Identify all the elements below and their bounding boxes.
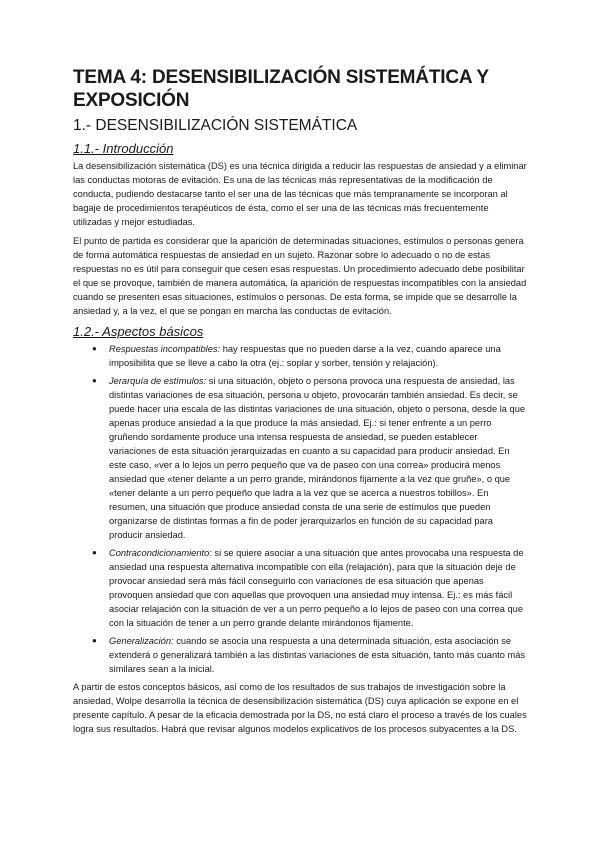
list-item — [92, 342, 527, 370]
subsection-heading-aspectos: 1.2.- Aspectos básicos — [73, 324, 204, 339]
bullet-icon: ● — [92, 548, 97, 557]
list-item — [92, 374, 527, 542]
concepts-list — [73, 342, 527, 676]
list-item-term: Contracondicionamiento: — [109, 548, 212, 558]
subsection-heading-introduccion: 1.1.- Introducción — [73, 141, 174, 156]
paragraph-closing: A partir de estos conceptos básicos, así como de los resultados de sus trabajos de investigación sobre la ansiedad, Wolpe desarrolla la técnica de desensibilización sistemática (DS) cuya aplicación se expone en el presente capítulo. A pesar de la eficacia demostrada por la DS, no está claro el proceso a través de los cuales logra sus resultados. Habrá que revisar algunos modelos explicativos de los procesos subyacentes a la DS. — [73, 682, 527, 734]
paragraph-intro-2: El punto de partida es considerar que la aparición de determinadas situaciones, estímulos o personas genera de forma automática respuestas de ansiedad en un sujeto. Razonar sobre lo adecuado o no de estas respuestas no es útil para conseguir que cesen esas respuestas. Un procedimiento adecuado debe posibilitar el que se provoque, también de manera automática, la aparición de respuestas incompatibles con la ansiedad cuando se presenten esas situaciones, estímulos o personas. De esta forma, se impide que se desarrolle la ansiedad y, a la vez, el que se pongan en marcha las conductas de evitación. — [73, 236, 527, 316]
list-item-text: si se quiere asociar a una situación que antes provocaba una respuesta de ansiedad una respuesta alternativa incompatible con ella (relajación), para que la situación deje de provocar ansiedad será más fácil conseguirlo con variaciones de esa situación que apenas provoquen ansiedad que con aquellas que provoquen una ansiedad muy intensa. Ej.: es más fácil asociar relajación con la situación de ver a un perro pequeño a lo lejos de paseo con una correa que con la situación de tener a un perro grande delante mirándonos fijamente. — [109, 548, 524, 628]
section-heading: 1.- DESENSIBILIZACIÓN SISTEMÁTICA — [73, 117, 358, 134]
list-item-text: cuando se asocia una respuesta a una determinada situación, esta asociación se extenderá o generalizará también a las distintas variaciones de esta situación, tanto más cuanto más similares sean a la inicial. — [109, 636, 526, 674]
list-item — [92, 546, 527, 630]
list-item-term: Jerarquía de estímulos: — [109, 376, 207, 386]
document-title: TEMA 4: DESENSIBILIZACIÓN SISTEMÁTICA Y EXPOSICIÓN — [73, 67, 489, 111]
list-item-term: Generalización: — [109, 636, 174, 646]
list-item-text: hay respuestas que no pueden darse a la vez, cuando aparece una imposibilita que se lleve a cabo la otra (ej.: soplar y sorber, tensión y relajación). — [109, 344, 501, 368]
list-item-term: Respuestas incompatibles: — [109, 344, 221, 354]
bullet-icon: ● — [92, 636, 97, 645]
bullet-icon: ● — [92, 376, 97, 385]
list-item-text: si una situación, objeto o persona provoca una respuesta de ansiedad, las distintas variaciones de esa situación, persona u objeto, provocarán también ansiedad. Es decir, se puede hacer una escala de las distintas variaciones de una situación, objeto o persona, desde la que apenas produce ansiedad a la que produce la más ansiedad. Ej.: si tener enfrente a un perro gruñendo sordamente produce una intensa respuesta de ansiedad, se pueden establecer variaciones de esta situación jerarquizadas en cuanto a su capacidad para producir ansiedad. En este caso, «ver a lo lejos un perro pequeño que va de paseo con una correa» producirá menos ansiedad que «tener delante a un perro grande, mirándonos fijamente a la vez que gruñe», o que «tener delante a un perro pequeño que ladra a la vez que se acerca a nuestros tobillos». En resumen, una situación que produce ansiedad consta de una serie de estímulos que pueden organizarse de distintas formas a fin de poder jerarquizarlos en función de su capacidad para producir ansiedad. — [109, 376, 526, 540]
bullet-icon: ● — [92, 344, 97, 353]
list-item — [92, 634, 527, 676]
paragraph-intro-1: La desensibilización sistemática (DS) es una técnica dirigida a reducir las respuestas de ansiedad y a eliminar las conductas motoras de evitación. Es una de las técnicas más representativas de la modificación de conducta, pudiendo destacarse tanto el ser una de las técnicas que más tempranamente se incorporan al bagaje de procedimientos terapéuticos de ésta, como el ser una de las técnicas más frecuentemente utilizadas y mejor estudiadas. — [73, 161, 527, 227]
